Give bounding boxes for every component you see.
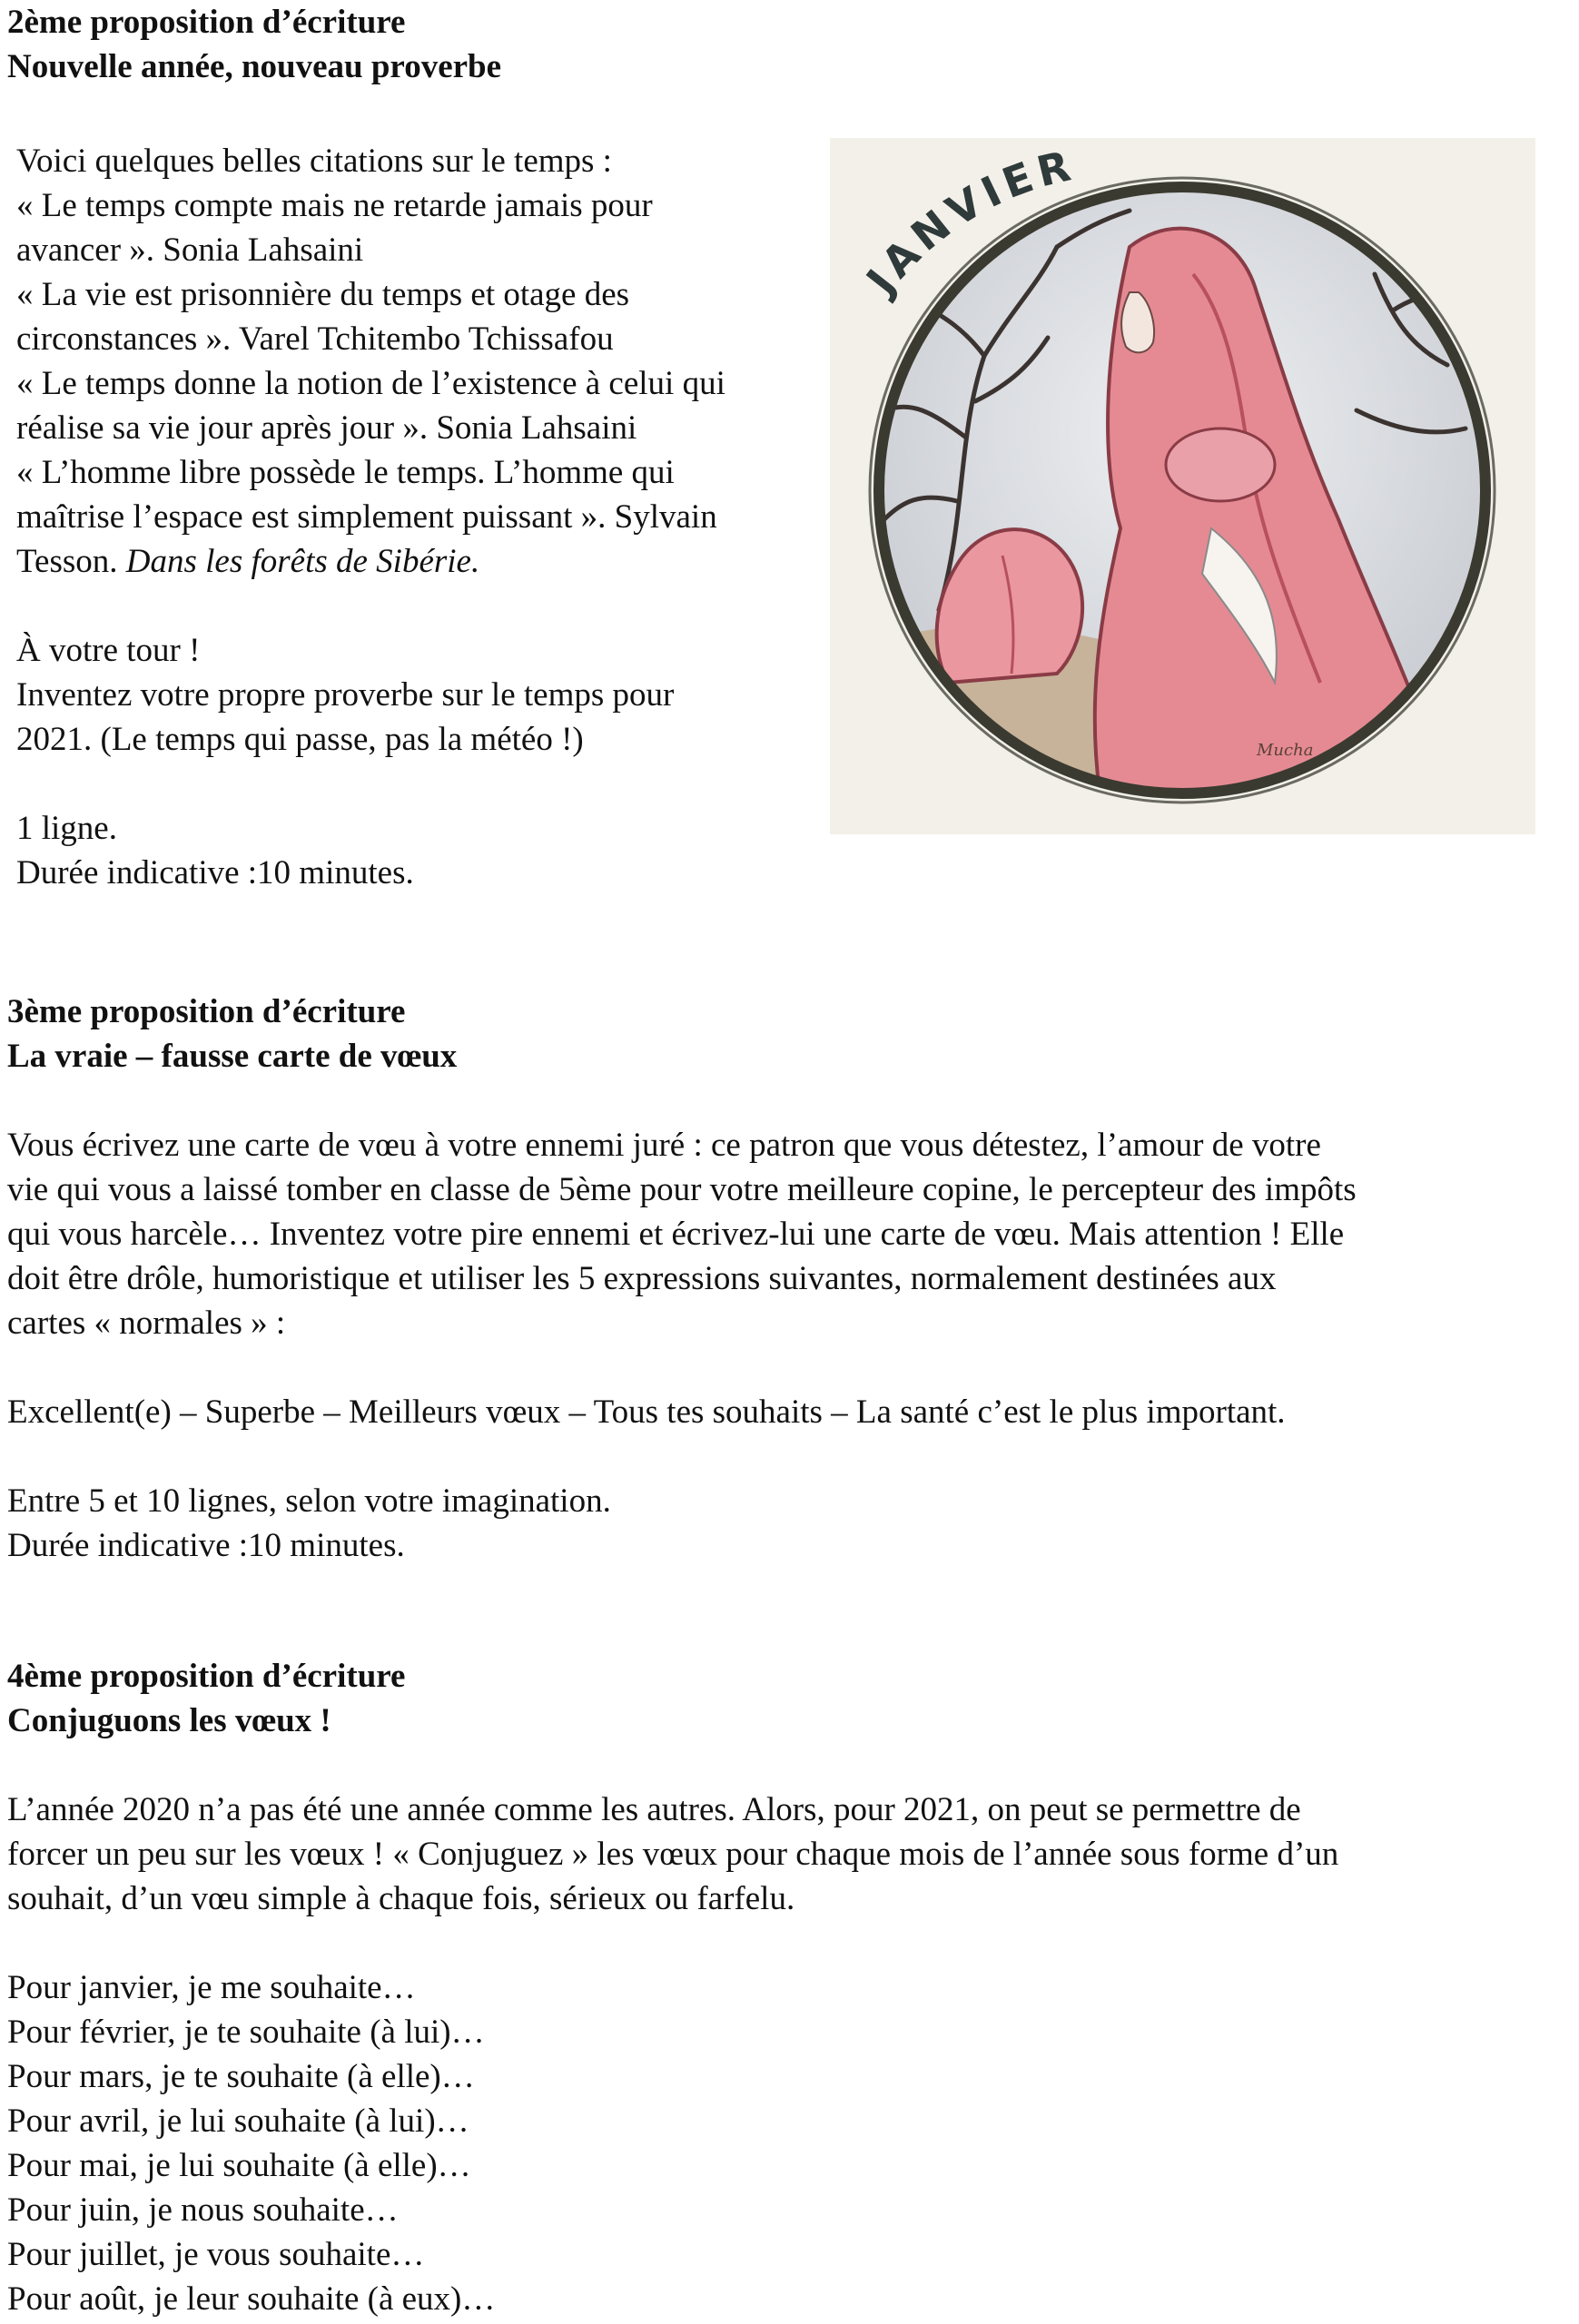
section-2-heading: 2ème proposition d’écriture (7, 4, 406, 41)
text-line: L’année 2020 n’a pas été une année comme les autres. Alors, pour 2021, on peut se permettre de (7, 1791, 1301, 1828)
text-line: circonstances ». Varel Tchitembo Tchissafou (16, 320, 614, 358)
month-wish-line: Pour février, je te souhaite (à lui)… (7, 2014, 485, 2051)
text-line: souhait, d’un vœu simple à chaque fois, sérieux ou farfelu. (7, 1880, 795, 1917)
section-2-subheading: Nouvelle année, nouveau proverbe (7, 48, 502, 85)
section-3 (7, 990, 1569, 1568)
section-3-heading: 3ème proposition d’écriture (7, 993, 406, 1030)
section-2-body (16, 139, 834, 895)
text-line: 2021. (Le temps qui passe, pas la météo !) (16, 721, 584, 758)
book-title: Dans les forêts de Sibérie. (125, 543, 480, 580)
text-line: 1 ligne. (16, 810, 117, 847)
text-line: Vous écrivez une carte de vœu à votre ennemi juré : ce patron que vous détestez, l’amour de votre (7, 1127, 1321, 1164)
text-line: « Le temps compte mais ne retarde jamais pour (16, 187, 653, 224)
month-wish-line: Pour août, je leur souhaite (à eux)… (7, 2280, 496, 2318)
text-line: Durée indicative :10 minutes. (16, 854, 414, 891)
text-line: À votre tour ! (16, 632, 201, 669)
text-line: doit être drôle, humoristique et utiliser les 5 expressions suivantes, normalement destinées aux (7, 1260, 1277, 1297)
text-line: avancer ». Sonia Lahsaini (16, 231, 364, 269)
text-line: Inventez votre propre proverbe sur le temps pour (16, 676, 675, 714)
text-line: Durée indicative :10 minutes. (7, 1527, 405, 1564)
text-line (16, 539, 834, 584)
month-wish-line: Pour avril, je lui souhaite (à lui)… (7, 2102, 469, 2140)
month-wish-line: Pour juin, je nous souhaite… (7, 2191, 399, 2229)
text-line: Voici quelques belles citations sur le temps : (16, 143, 612, 180)
month-wish-line: Pour mai, je lui souhaite (à elle)… (7, 2147, 471, 2184)
expressions-list: Excellent(e) – Superbe – Meilleurs vœux – Tous tes souhaits – La santé c’est le plus important. (7, 1393, 1286, 1431)
quote-author-suffix: Tesson. (16, 543, 126, 580)
month-wish-line: Pour juillet, je vous souhaite… (7, 2236, 425, 2273)
janvier-illustration (830, 138, 1535, 834)
text-line: maîtrise l’espace est simplement puissant ». Sylvain (16, 498, 717, 536)
text-line: qui vous harcèle… Inventez votre pire ennemi et écrivez-lui une carte de vœu. Mais attention ! Elle (7, 1216, 1345, 1253)
month-wish-line: Pour mars, je te souhaite (à elle)… (7, 2058, 475, 2095)
text-line: vie qui vous a laissé tomber en classe de 5ème pour votre meilleure copine, le percepteur des impôts (7, 1171, 1357, 1208)
month-wish-line: Pour janvier, je me souhaite… (7, 1969, 416, 2006)
janvier-artwork (830, 138, 1535, 834)
arm (1166, 428, 1275, 501)
section-4 (7, 1654, 1569, 2321)
text-line: forcer un peu sur les vœux ! « Conjuguez » les vœux pour chaque mois de l’année sous forme d’un (7, 1836, 1339, 1873)
text-line: « L’homme libre possède le temps. L’homme qui (16, 454, 675, 491)
section-4-subheading: Conjuguons les vœux ! (7, 1702, 331, 1739)
janvier-label: JANVIER (856, 140, 1081, 303)
text-line: réalise sa vie jour après jour ». Sonia Lahsaini (16, 409, 637, 447)
section-4-heading: 4ème proposition d’écriture (7, 1658, 406, 1695)
section-2 (7, 0, 824, 891)
artist-signature: Mucha (1257, 741, 1314, 760)
text-line: « Le temps donne la notion de l’existence à celui qui (16, 365, 725, 402)
text-line: Entre 5 et 10 lignes, selon votre imagination. (7, 1482, 611, 1520)
text-line: « La vie est prisonnière du temps et otage des (16, 276, 630, 313)
section-3-subheading: La vraie – fausse carte de vœux (7, 1038, 458, 1075)
text-line: cartes « normales » : (7, 1305, 286, 1342)
